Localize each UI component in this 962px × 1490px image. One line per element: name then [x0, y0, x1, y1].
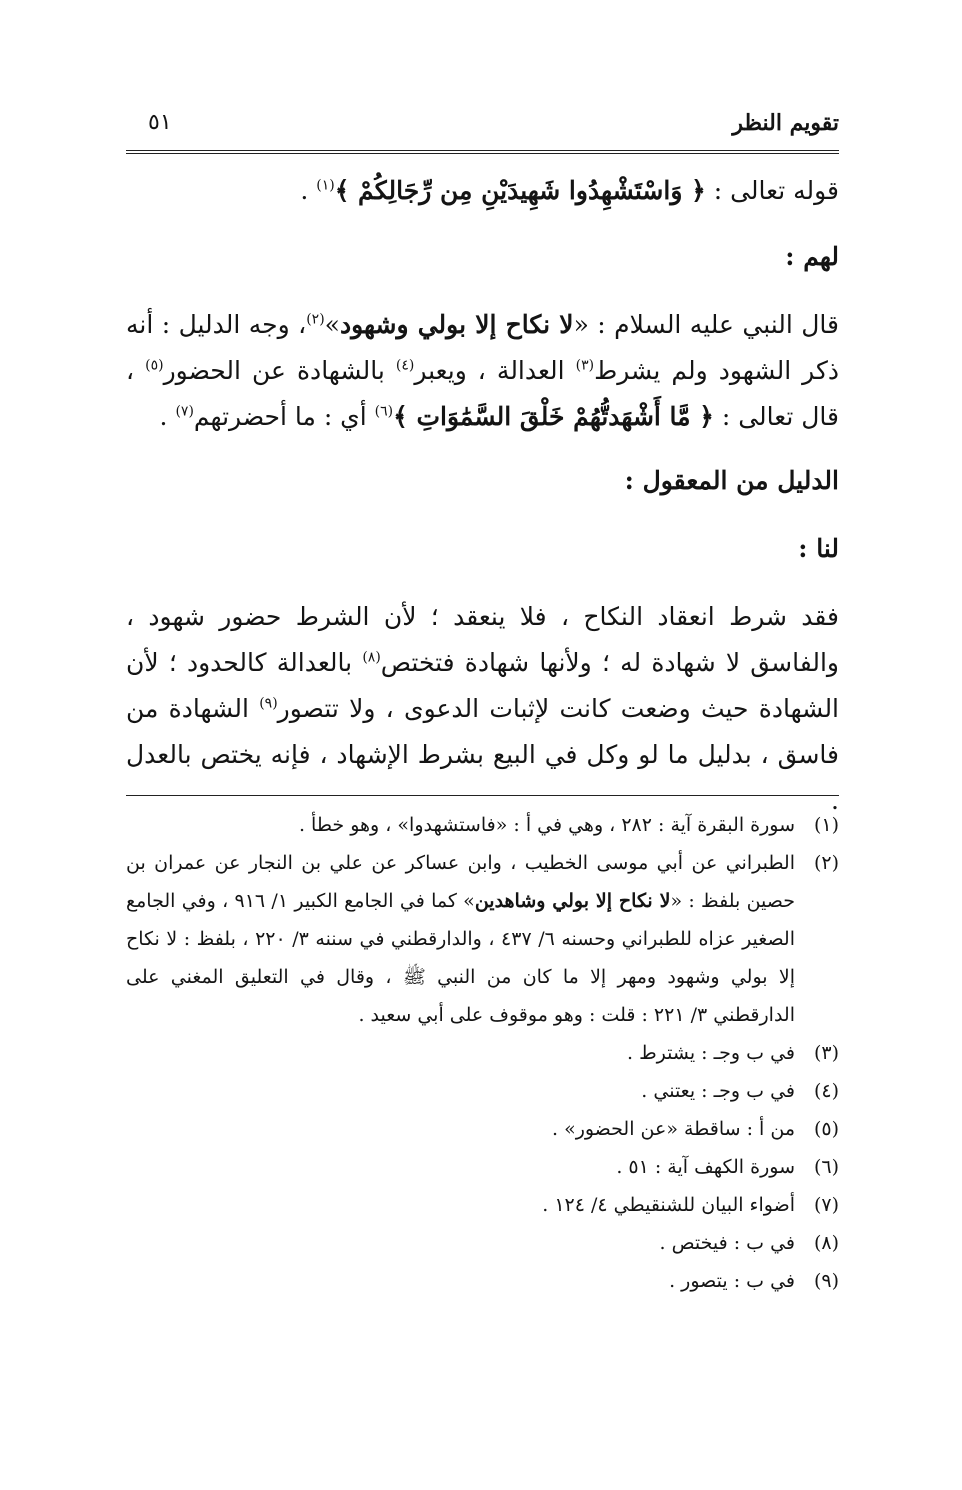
footnote-number: (١): [813, 814, 839, 836]
footnote-ref: (٨): [362, 649, 381, 666]
footnote-rule: [126, 795, 839, 796]
footnote-number: (٨): [813, 1232, 839, 1254]
footnote-text: في ب وجـ : يشترط .: [627, 1042, 795, 1064]
footnote-number: (٣): [813, 1042, 839, 1064]
footnote-number: (٩): [813, 1270, 839, 1292]
footnote-ref: (٥): [145, 357, 164, 374]
footnote-text: الطبراني عن أبي موسى الخطيب ، وابن عساكر عن علي بن النجار عن عمران بن حصين بلفظ : «: [126, 852, 795, 912]
footnote: [126, 1224, 839, 1262]
footnote-number: (٧): [813, 1194, 839, 1216]
verse-end: .: [300, 176, 317, 205]
footnote: [126, 1072, 839, 1110]
footnote-number: (٢): [813, 852, 839, 874]
verse-intro: قوله تعالى :: [705, 176, 839, 205]
footnotes: [126, 806, 839, 1300]
quran-verse: ﴿ وَاسْتَشْهِدُوا شَهِيدَيْنِ مِن رِّجَالِكُمْ ﴾: [334, 176, 706, 205]
footnote-number: (٦): [813, 1156, 839, 1178]
footnote: [126, 1186, 839, 1224]
footnote-ref: (٦): [374, 403, 394, 420]
text-run: ، قال تعالى :: [126, 356, 839, 431]
text-run: الشهادة من فاسق ، بدليل ما لو وكل في البيع بشرط الإشهاد ، فإنه يختص بالعدل .: [126, 694, 839, 815]
heading-lana: لنا :: [798, 534, 839, 563]
text-run: »: [324, 310, 340, 339]
hadith-text: لا نكاح إلا بولي وشهود: [339, 310, 574, 339]
footnote-ref: (١): [316, 177, 335, 194]
footnote-text: في ب : فيختص .: [659, 1232, 795, 1254]
paragraph-reasoning: [126, 594, 839, 824]
footnote: [126, 844, 839, 1034]
footnote-text: في ب : يتصور .: [669, 1270, 795, 1292]
text-run: فقد شرط انعقاد النكاح ، فلا ينعقد ؛ لأن الشرط حضور شهود ، والفاسق لا شهادة له ؛ ولأنها شهادة فتختص: [126, 602, 840, 677]
page-number: ٥١: [148, 110, 172, 135]
footnote-ref: (٤): [395, 357, 415, 374]
footnote-text: سورة الكهف آية : ٥١ .: [616, 1156, 795, 1178]
paragraph-hadith: [126, 302, 839, 440]
running-title: تقويم النظر: [732, 110, 839, 136]
text-run: ، وجه الدليل : أنه ذكر الشهود ولم يشرط: [126, 310, 840, 385]
text-run: العدالة ، ويعبر: [414, 356, 576, 385]
header-rule: [126, 150, 839, 154]
text-run: بالعدالة كالحدود ؛ لأن الشهادة حيث وضعت كانت لإثبات الدعوى ، ولا تتصور: [126, 648, 840, 723]
heading-lahum: لهم :: [785, 242, 839, 271]
verse-line: [126, 168, 839, 214]
footnote-number: (٥): [813, 1118, 839, 1140]
text-run: .: [159, 402, 176, 431]
heading-maqul: الدليل من المعقول :: [624, 466, 839, 495]
footnote: [126, 1034, 839, 1072]
footnote-number: (٤): [813, 1080, 839, 1102]
footnote-text: سورة البقرة آية : ٢٨٢ ، وهي في أ : «فاستشهدوا» ، وهو خطأ .: [298, 814, 795, 836]
text-run: قال النبي عليه السلام : «: [573, 310, 839, 339]
footnote-ref: (٣): [575, 357, 595, 374]
footnote: [126, 1148, 839, 1186]
footnote: [126, 1262, 839, 1300]
text-run: بالشهادة عن الحضور: [163, 356, 396, 385]
footnote-text: أضواء البيان للشنقيطي ٤/ ١٢٤ .: [542, 1194, 795, 1216]
footnote-ref: (٢): [306, 311, 325, 328]
footnote-ref: (٩): [259, 695, 278, 712]
footnote-hadith: لا نكاح إلا بولي وشاهدين: [474, 890, 671, 912]
footnote-ref: (٧): [175, 403, 194, 420]
page-header: [126, 108, 839, 142]
footnote-text: من أ : ساقطة «عن الحضور» .: [551, 1118, 795, 1140]
footnote: [126, 806, 839, 844]
text-run: أي : ما أحضرتهم: [193, 402, 375, 431]
footnote-text: في ب وجـ : يعتني .: [641, 1080, 795, 1102]
main-text: [126, 168, 839, 824]
footnote: [126, 1110, 839, 1148]
footnote-text: » كما في الجامع الكبير ١/ ٩١٦ ، وفي الجامع الصغير عزاه للطبراني وحسنه ٦/ ٤٣٧ ، والدارقطني في سننه ٣/ ٢٢٠ ، بلفظ : لا نكاح إلا بولي وشهود ومهر إلا ما كان من النبي ﷺ ، وقال في التعليق المغني على الدارقطني ٣/ ٢٢١ : قلت : وهو موقوف على أبي سعيد .: [126, 890, 795, 1026]
quran-verse: ﴿ مَّا أَشْهَدتُّهُمْ خَلْقَ السَّمَٰوَاتِ ﴾: [393, 402, 714, 431]
